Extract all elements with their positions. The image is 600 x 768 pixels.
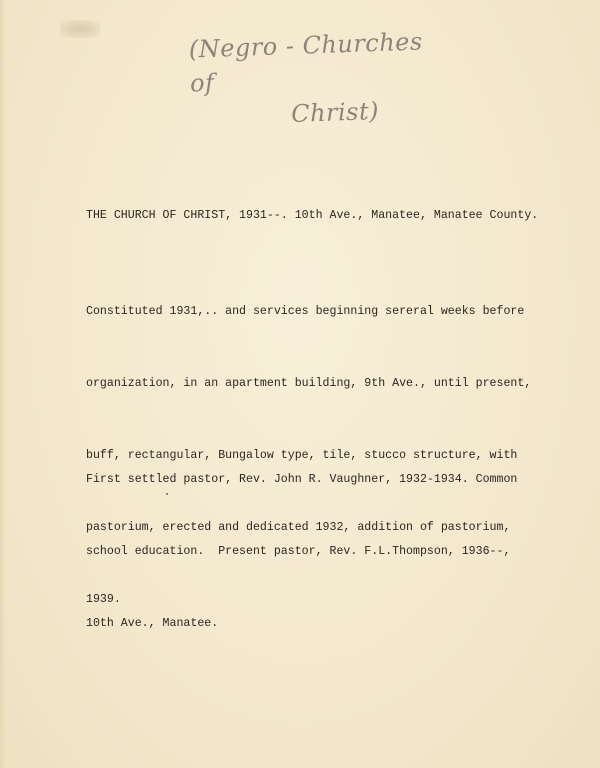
paragraph-line: pastorium, erected and dedicated 1932, addition of pastorium, xyxy=(86,521,511,534)
paragraph-line: 1939. xyxy=(86,593,121,606)
document-heading: THE CHURCH OF CHRIST, 1931--. 10th Ave., Manatee, Manatee County. xyxy=(86,209,539,222)
paragraph-line: buff, rectangular, Bungalow type, tile, stucco structure, with xyxy=(86,449,518,462)
paragraph-pastors xyxy=(86,420,566,684)
annotation-line-2: Christ) xyxy=(290,96,380,129)
paragraph-line: 10th Ave., Manatee. xyxy=(86,617,219,630)
paragraph-line: First settled pastor, Rev. John R. Vaughner, 1932-1934. Common xyxy=(86,473,518,486)
paragraph-line: school education. Present pastor, Rev. F.L.Thompson, 1936--, xyxy=(86,545,511,558)
paragraph-line: organization, in an apartment building, 9th Ave., until present, xyxy=(86,377,532,390)
handwritten-annotation xyxy=(188,23,451,134)
paper-smudge xyxy=(60,20,100,38)
ink-speck xyxy=(166,493,168,495)
paragraph-line: Constituted 1931,.. and services beginning sereral weeks before xyxy=(86,305,525,318)
paper-edge-shade xyxy=(0,0,6,768)
annotation-line-1: (Negro - Churches of xyxy=(188,27,424,98)
